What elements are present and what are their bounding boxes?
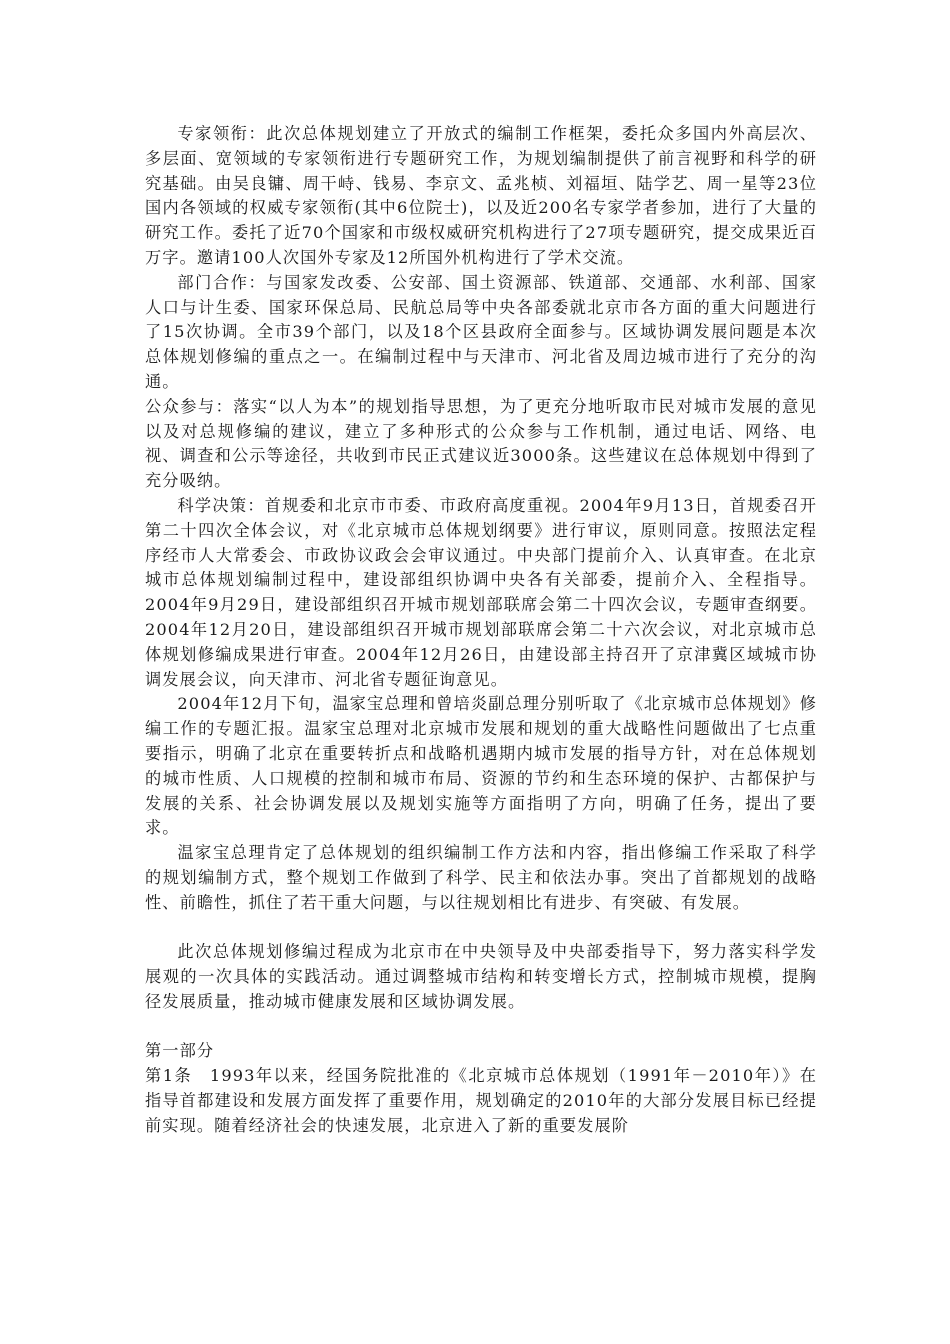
paragraph-summary: 此次总体规划修编过程成为北京市在中央领导及中央部委指导下，努力落实科学发展观的一次具体的实践活动。通过调整城市结构和转变增长方式，控制城市规模，提胸径发展质量，推动城市健康发展和区域协调发展。	[145, 942, 817, 1011]
document-page	[145, 122, 817, 1139]
spacer	[145, 916, 817, 941]
paragraph-public-participation: 公众参与：落实“以人为本”的规划指导思想，为了更充分地听取市民对城市发展的意见以及对总规修编的建议，建立了多种形式的公众参与工作机制，通过电话、网络、电视、调查和公示等途径，共收到市民正式建议近3000条。这些建议在总体规划中得到了充分吸纳。	[145, 396, 817, 491]
paragraph-premier-briefing: 2004年12月下旬，温家宝总理和曾培炎副总理分别听取了《北京城市总体规划》修编工作的专题汇报。温家宝总理对北京城市发展和规划的重大战略性问题做出了七点重要指示，明确了北京在重要转折点和战略机遇期内城市发展的指导方针，对在总体规划的城市性质、人口规模的控制和城市布局、资源的节约和生态环境的保护、古都保护与发展的关系、社会协调发展以及规划实施等方面指明了方向，明确了任务，提出了要求。	[145, 694, 817, 838]
paragraph-premier-affirmation: 温家宝总理肯定了总体规划的组织编制工作方法和内容，指出修编工作采取了科学的规划编制方式，整个规划工作做到了科学、民主和依法办事。突出了首都规划的战略性、前瞻性，抓住了若干重大问题，与以往规划相比有进步、有突破、有发展。	[145, 843, 817, 912]
paragraph-expert-leadership: 专家领衔：此次总体规划建立了开放式的编制工作框架，委托众多国内外高层次、多层面、宽领域的专家领衔进行专题研究工作，为规划编制提供了前言视野和科学的研究基础。由吴良镛、周干峙、钱易、李京文、孟兆桢、刘福垣、陆学艺、周一星等23位国内各领域的权威专家领衔(其中6位院士)，以及近200名专家学者参加，进行了大量的研究工作。委托了近70个国家和市级权威研究机构进行了27项专题研究，提交成果近百万字。邀请100人次国外专家及12所国外机构进行了学术交流。	[145, 124, 817, 267]
paragraph-scientific-decision: 科学决策：首规委和北京市市委、市政府高度重视。2004年9月13日，首规委召开第二十四次全体会议，对《北京城市总体规划纲要》进行审议，原则同意。按照法定程序经市人大常委会、市政协议政会会审议通过。中央部门提前介入、认真审查。在北京城市总体规划编制过程中，建设部组织协调中央各有关部委，提前介入、全程指导。2004年9月29日，建设部组织召开城市规划部联席会第二十四次会议，专题审查纲要。2004年12月20日，建设部组织召开城市规划部联席会第二十六次会议，对北京城市总体规划修编成果进行审查。2004年12月26日，由建设部主持召开了京津冀区域城市协调发展会议，向天津市、河北省专题征询意见。	[145, 495, 817, 689]
paragraph-department-cooperation: 部门合作：与国家发改委、公安部、国土资源部、铁道部、交通部、水利部、国家人口与计生委、国家环保总局、民航总局等中央各部委就北京市各方面的重大问题进行了15次协调。全市39个部门，以及18个区县政府全面参与。区域协调发展问题是本次总体规划修编的重点之一。在编制过程中与天津市、河北省及周边城市进行了充分的沟通。	[145, 272, 817, 391]
spacer	[145, 1015, 817, 1040]
section-heading: 第一部分	[145, 1041, 215, 1061]
article-1: 第1条 1993年以来，经国务院批准的《北京城市总体规划（1991年－2010年）》在指导首都建设和发展方面发挥了重要作用，规划确定的2010年的大部分发展目标已经提前实现。随着经济社会的快速发展，北京进入了新的重要发展阶	[145, 1066, 817, 1135]
